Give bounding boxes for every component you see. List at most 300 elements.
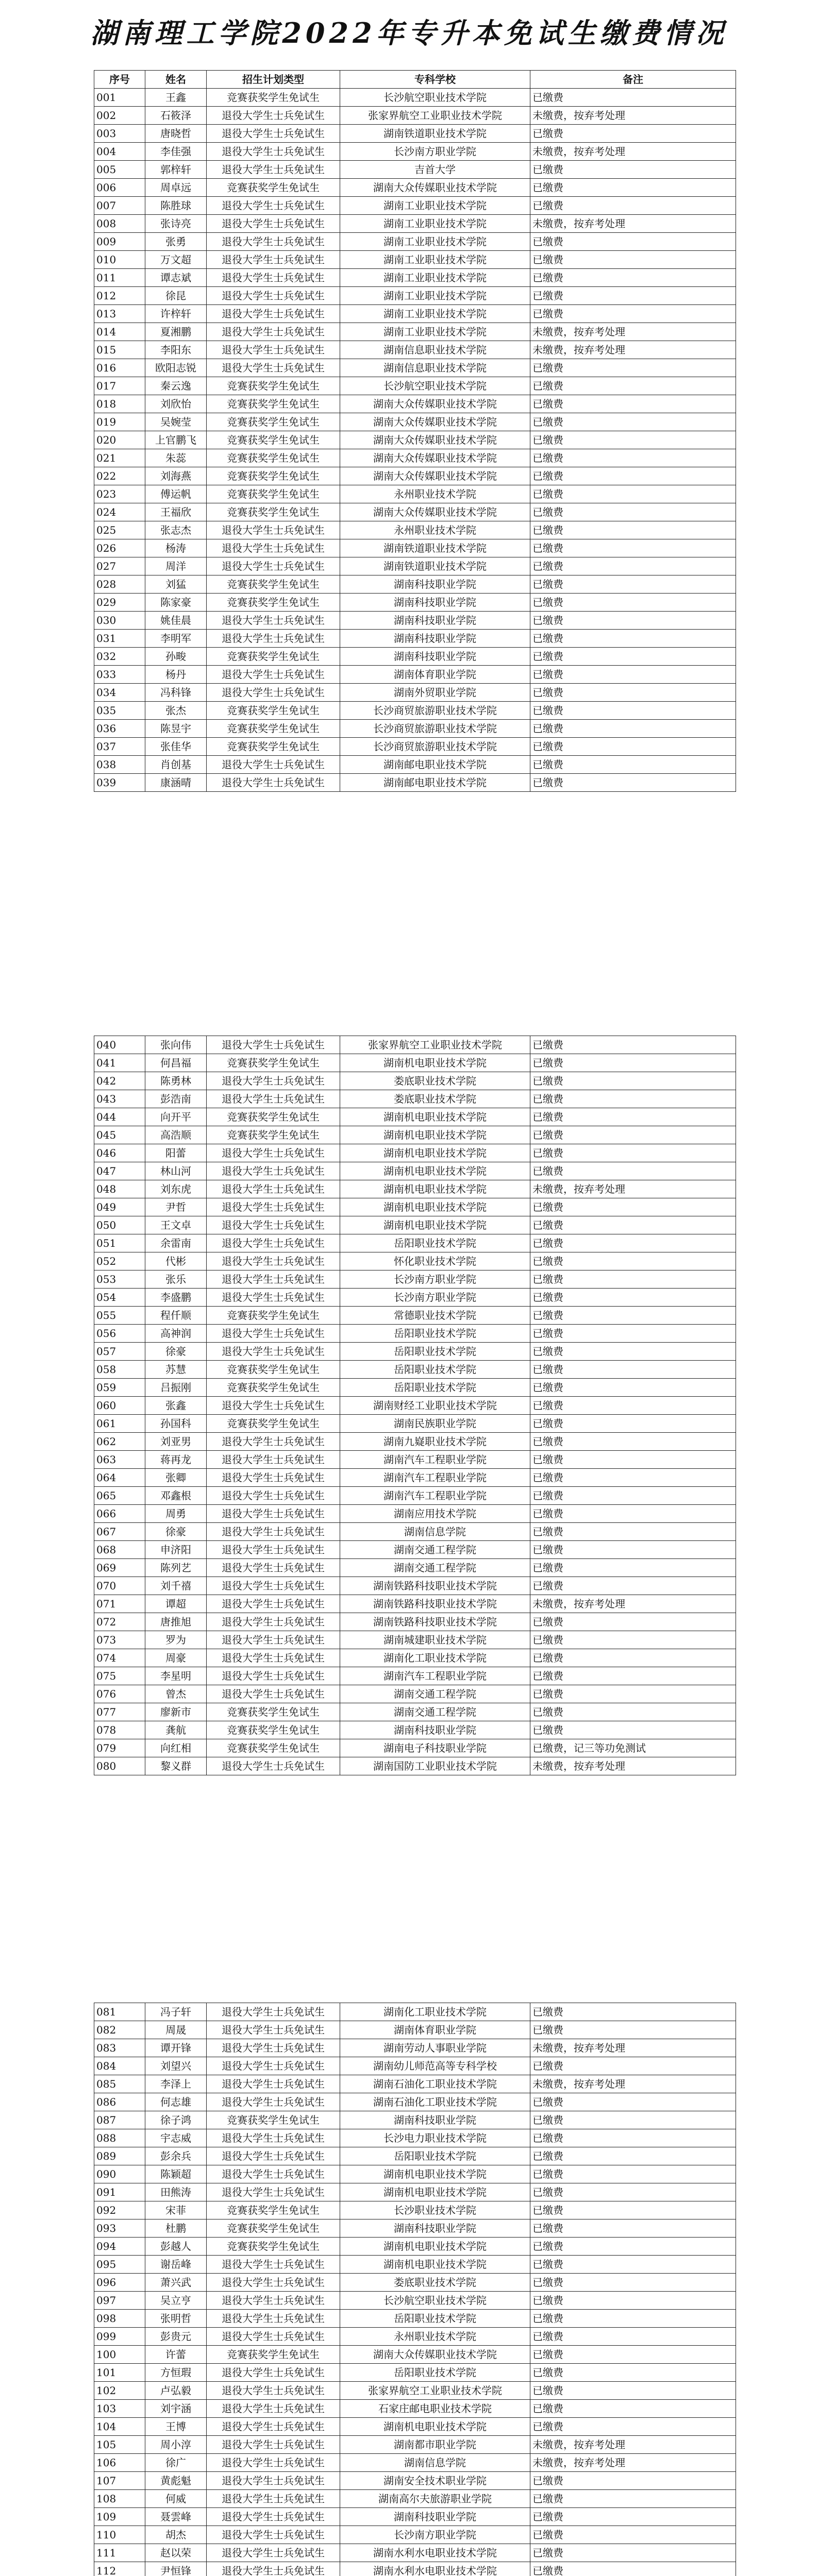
cell-no: 055 xyxy=(94,1307,145,1325)
cell-name: 张勇 xyxy=(145,233,207,251)
cell-plan-type: 退役大学生士兵免试生 xyxy=(207,2003,340,2021)
cell-school: 湖南工业职业技术学院 xyxy=(340,251,530,269)
cell-no: 069 xyxy=(94,1559,145,1577)
cell-no: 032 xyxy=(94,648,145,666)
cell-no: 014 xyxy=(94,323,145,341)
cell-school: 湖南体育职业学院 xyxy=(340,2021,530,2039)
cell-school: 湖南汽车工程职业学院 xyxy=(340,1667,530,1685)
cell-school: 湖南国防工业职业技术学院 xyxy=(340,1757,530,1775)
cell-name: 陈勇林 xyxy=(145,1072,207,1090)
cell-name: 刘东虎 xyxy=(145,1180,207,1198)
cell-remark: 已缴费 xyxy=(530,2490,736,2508)
cell-plan-type: 退役大学生士兵免试生 xyxy=(207,107,340,125)
table-row xyxy=(94,2147,736,2165)
cell-remark: 已缴费 xyxy=(530,395,736,413)
cell-name: 何昌福 xyxy=(145,1054,207,1072)
cell-name: 刘千禧 xyxy=(145,1577,207,1595)
table-row xyxy=(94,666,736,684)
cell-no: 087 xyxy=(94,2111,145,2129)
table-row xyxy=(94,738,736,756)
cell-name: 余雷南 xyxy=(145,1234,207,1252)
cell-name: 尹恒锋 xyxy=(145,2562,207,2576)
cell-remark: 已缴费 xyxy=(530,720,736,738)
cell-no: 098 xyxy=(94,2310,145,2328)
cell-remark: 已缴费 xyxy=(530,1559,736,1577)
cell-remark: 未缴费，按弃考处理 xyxy=(530,341,736,359)
cell-school: 湖南工业职业技术学院 xyxy=(340,233,530,251)
cell-name: 张杰 xyxy=(145,702,207,720)
table-row xyxy=(94,2328,736,2346)
table-row xyxy=(94,2382,736,2400)
table-row xyxy=(94,1721,736,1739)
table-row xyxy=(94,2418,736,2436)
cell-name: 王文卓 xyxy=(145,1216,207,1234)
cell-school: 岳阳职业技术学院 xyxy=(340,2310,530,2328)
cell-remark: 已缴费 xyxy=(530,1325,736,1343)
cell-plan-type: 退役大学生士兵免试生 xyxy=(207,774,340,792)
cell-school: 张家界航空工业职业技术学院 xyxy=(340,1036,530,1054)
cell-plan-type: 退役大学生士兵免试生 xyxy=(207,2454,340,2472)
table-row xyxy=(94,2219,736,2238)
cell-remark: 已缴费 xyxy=(530,2093,736,2111)
table-row xyxy=(94,503,736,521)
table-row xyxy=(94,684,736,702)
cell-no: 021 xyxy=(94,449,145,467)
cell-remark: 已缴费 xyxy=(530,2346,736,2364)
cell-plan-type: 退役大学生士兵免试生 xyxy=(207,1631,340,1649)
cell-name: 徐子鸿 xyxy=(145,2111,207,2129)
cell-no: 004 xyxy=(94,143,145,161)
cell-school: 湖南机电职业技术学院 xyxy=(340,1144,530,1162)
cell-school: 湖南大众传媒职业技术学院 xyxy=(340,467,530,485)
cell-school: 长沙南方职业学院 xyxy=(340,1289,530,1307)
cell-plan-type: 退役大学生士兵免试生 xyxy=(207,2436,340,2454)
cell-school: 湖南应用技术学院 xyxy=(340,1505,530,1523)
cell-plan-type: 退役大学生士兵免试生 xyxy=(207,2310,340,2328)
cell-school: 湖南交通工程学院 xyxy=(340,1703,530,1721)
cell-plan-type: 竞赛获奖学生免试生 xyxy=(207,485,340,503)
cell-school: 湖南机电职业技术学院 xyxy=(340,2183,530,2201)
table-row xyxy=(94,557,736,575)
cell-plan-type: 退役大学生士兵免试生 xyxy=(207,1036,340,1054)
cell-school: 长沙商贸旅游职业技术学院 xyxy=(340,738,530,756)
cell-no: 037 xyxy=(94,738,145,756)
cell-no: 086 xyxy=(94,2093,145,2111)
table-row xyxy=(94,1252,736,1270)
cell-remark: 已缴费 xyxy=(530,2310,736,2328)
cell-plan-type: 退役大学生士兵免试生 xyxy=(207,666,340,684)
cell-plan-type: 退役大学生士兵免试生 xyxy=(207,2292,340,2310)
table-row xyxy=(94,251,736,269)
cell-plan-type: 竞赛获奖学生免试生 xyxy=(207,467,340,485)
table-row xyxy=(94,2544,736,2562)
cell-plan-type: 退役大学生士兵免试生 xyxy=(207,143,340,161)
cell-school: 湖南铁道职业技术学院 xyxy=(340,557,530,575)
cell-remark: 已缴费 xyxy=(530,2183,736,2201)
cell-name: 傅运帆 xyxy=(145,485,207,503)
cell-plan-type: 退役大学生士兵免试生 xyxy=(207,125,340,143)
cell-no: 058 xyxy=(94,1361,145,1379)
cell-plan-type: 竞赛获奖学生免试生 xyxy=(207,179,340,197)
cell-plan-type: 退役大学生士兵免试生 xyxy=(207,2256,340,2274)
cell-no: 059 xyxy=(94,1379,145,1397)
table-row xyxy=(94,612,736,630)
cell-school: 湖南信息学院 xyxy=(340,2454,530,2472)
table-row xyxy=(94,2256,736,2274)
cell-name: 徐昆 xyxy=(145,287,207,305)
cell-plan-type: 退役大学生士兵免试生 xyxy=(207,557,340,575)
table-row xyxy=(94,1703,736,1721)
cell-name: 黄彪魁 xyxy=(145,2472,207,2490)
cell-no: 009 xyxy=(94,233,145,251)
table-row xyxy=(94,485,736,503)
cell-plan-type: 退役大学生士兵免试生 xyxy=(207,2400,340,2418)
cell-name: 孙畯 xyxy=(145,648,207,666)
cell-plan-type: 退役大学生士兵免试生 xyxy=(207,359,340,377)
cell-plan-type: 竞赛获奖学生免试生 xyxy=(207,2346,340,2364)
cell-remark: 已缴费 xyxy=(530,1144,736,1162)
cell-name: 李明军 xyxy=(145,630,207,648)
table-row xyxy=(94,2508,736,2526)
cell-name: 谢岳峰 xyxy=(145,2256,207,2274)
cell-name: 谭超 xyxy=(145,1595,207,1613)
table-row xyxy=(94,2003,736,2021)
cell-remark: 已缴费 xyxy=(530,467,736,485)
table-row xyxy=(94,2310,736,2328)
table-row xyxy=(94,720,736,738)
cell-remark: 已缴费 xyxy=(530,305,736,323)
cell-name: 蒋再龙 xyxy=(145,1451,207,1469)
cell-remark: 已缴费 xyxy=(530,2021,736,2039)
table-row xyxy=(94,2129,736,2147)
cell-plan-type: 退役大学生士兵免试生 xyxy=(207,2382,340,2400)
cell-school: 长沙航空职业技术学院 xyxy=(340,2292,530,2310)
cell-no: 106 xyxy=(94,2454,145,2472)
cell-plan-type: 竞赛获奖学生免试生 xyxy=(207,2219,340,2238)
cell-plan-type: 竞赛获奖学生免试生 xyxy=(207,413,340,431)
table-row xyxy=(94,2526,736,2544)
cell-name: 萧兴武 xyxy=(145,2274,207,2292)
cell-school: 湖南机电职业技术学院 xyxy=(340,1108,530,1126)
cell-remark: 已缴费 xyxy=(530,2472,736,2490)
cell-name: 王福欣 xyxy=(145,503,207,521)
cell-name: 张向伟 xyxy=(145,1036,207,1054)
cell-remark: 已缴费 xyxy=(530,2201,736,2219)
cell-plan-type: 退役大学生士兵免试生 xyxy=(207,612,340,630)
cell-school: 湖南水利水电职业技术学院 xyxy=(340,2562,530,2576)
cell-school: 湖南财经工业职业技术学院 xyxy=(340,1397,530,1415)
cell-no: 108 xyxy=(94,2490,145,2508)
cell-plan-type: 竞赛获奖学生免试生 xyxy=(207,1721,340,1739)
cell-remark: 已缴费 xyxy=(530,89,736,107)
cell-no: 065 xyxy=(94,1487,145,1505)
cell-plan-type: 退役大学生士兵免试生 xyxy=(207,305,340,323)
cell-no: 092 xyxy=(94,2201,145,2219)
cell-name: 杜鹏 xyxy=(145,2219,207,2238)
cell-no: 077 xyxy=(94,1703,145,1721)
table-row xyxy=(94,2238,736,2256)
cell-plan-type: 退役大学生士兵免试生 xyxy=(207,2165,340,2183)
cell-name: 唐推旭 xyxy=(145,1613,207,1631)
column-header: 专科学校 xyxy=(340,71,530,89)
cell-plan-type: 退役大学生士兵免试生 xyxy=(207,251,340,269)
table-row xyxy=(94,2057,736,2075)
cell-remark: 未缴费，按弃考处理 xyxy=(530,323,736,341)
table-row xyxy=(94,1667,736,1685)
cell-no: 054 xyxy=(94,1289,145,1307)
cell-no: 031 xyxy=(94,630,145,648)
cell-remark: 已缴费 xyxy=(530,1541,736,1559)
table-row xyxy=(94,648,736,666)
cell-school: 长沙南方职业学院 xyxy=(340,1270,530,1289)
cell-no: 063 xyxy=(94,1451,145,1469)
cell-school: 湖南机电职业技术学院 xyxy=(340,1054,530,1072)
cell-name: 上官鹏飞 xyxy=(145,431,207,449)
cell-no: 041 xyxy=(94,1054,145,1072)
cell-name: 吴婉莹 xyxy=(145,413,207,431)
document-title: 湖南理工学院2022年专升本免试生缴费情况 xyxy=(90,16,728,49)
cell-school: 岳阳职业技术学院 xyxy=(340,1343,530,1361)
table-row xyxy=(94,1162,736,1180)
cell-remark: 已缴费 xyxy=(530,612,736,630)
cell-plan-type: 退役大学生士兵免试生 xyxy=(207,2508,340,2526)
cell-school: 湖南大众传媒职业技术学院 xyxy=(340,179,530,197)
cell-name: 苏慧 xyxy=(145,1361,207,1379)
cell-remark: 已缴费 xyxy=(530,2292,736,2310)
cell-school: 永州职业技术学院 xyxy=(340,485,530,503)
cell-name: 杨涛 xyxy=(145,539,207,557)
cell-school: 湖南机电职业技术学院 xyxy=(340,1216,530,1234)
cell-school: 湖南汽车工程职业学院 xyxy=(340,1451,530,1469)
table-row xyxy=(94,2436,736,2454)
cell-name: 李星明 xyxy=(145,1667,207,1685)
cell-plan-type: 退役大学生士兵免试生 xyxy=(207,1451,340,1469)
cell-plan-type: 退役大学生士兵免试生 xyxy=(207,1252,340,1270)
cell-no: 083 xyxy=(94,2039,145,2057)
cell-school: 湖南铁路科技职业技术学院 xyxy=(340,1613,530,1631)
cell-plan-type: 退役大学生士兵免试生 xyxy=(207,2490,340,2508)
cell-no: 061 xyxy=(94,1415,145,1433)
table-row xyxy=(94,1649,736,1667)
cell-plan-type: 退役大学生士兵免试生 xyxy=(207,1234,340,1252)
cell-school: 湖南科技职业学院 xyxy=(340,594,530,612)
cell-remark: 已缴费 xyxy=(530,738,736,756)
cell-remark: 已缴费 xyxy=(530,684,736,702)
cell-no: 026 xyxy=(94,539,145,557)
table-row xyxy=(94,467,736,485)
cell-school: 湖南信息学院 xyxy=(340,1523,530,1541)
table-row xyxy=(94,1216,736,1234)
cell-school: 湖南劳动人事职业学院 xyxy=(340,2039,530,2057)
cell-plan-type: 退役大学生士兵免试生 xyxy=(207,2183,340,2201)
cell-name: 张明哲 xyxy=(145,2310,207,2328)
cell-no: 049 xyxy=(94,1198,145,1216)
cell-no: 104 xyxy=(94,2418,145,2436)
cell-no: 039 xyxy=(94,774,145,792)
cell-plan-type: 退役大学生士兵免试生 xyxy=(207,1649,340,1667)
cell-plan-type: 退役大学生士兵免试生 xyxy=(207,1487,340,1505)
table-row xyxy=(94,2454,736,2472)
cell-no: 093 xyxy=(94,2219,145,2238)
cell-no: 080 xyxy=(94,1757,145,1775)
cell-school: 湖南机电职业技术学院 xyxy=(340,1162,530,1180)
cell-name: 许梓轩 xyxy=(145,305,207,323)
cell-remark: 已缴费 xyxy=(530,485,736,503)
cell-name: 彭余兵 xyxy=(145,2147,207,2165)
table-row xyxy=(94,1505,736,1523)
cell-remark: 已缴费 xyxy=(530,287,736,305)
table-row xyxy=(94,1289,736,1307)
cell-plan-type: 竞赛获奖学生免试生 xyxy=(207,738,340,756)
table-row xyxy=(94,2093,736,2111)
table-row xyxy=(94,2039,736,2057)
cell-name: 黎义群 xyxy=(145,1757,207,1775)
cell-no: 024 xyxy=(94,503,145,521)
table-row xyxy=(94,1198,736,1216)
table-row xyxy=(94,1487,736,1505)
cell-school: 娄底职业技术学院 xyxy=(340,2274,530,2292)
cell-school: 湖南工业职业技术学院 xyxy=(340,197,530,215)
cell-school: 湖南铁道职业技术学院 xyxy=(340,125,530,143)
cell-name: 陈列艺 xyxy=(145,1559,207,1577)
cell-no: 011 xyxy=(94,269,145,287)
table-row xyxy=(94,341,736,359)
cell-plan-type: 竞赛获奖学生免试生 xyxy=(207,702,340,720)
cell-plan-type: 退役大学生士兵免试生 xyxy=(207,161,340,179)
table-row xyxy=(94,1415,736,1433)
cell-school: 湖南科技职业学院 xyxy=(340,2111,530,2129)
cell-plan-type: 退役大学生士兵免试生 xyxy=(207,2021,340,2039)
cell-school: 湖南安全技术职业学院 xyxy=(340,2472,530,2490)
cell-remark: 已缴费 xyxy=(530,1252,736,1270)
cell-school: 湖南机电职业技术学院 xyxy=(340,1180,530,1198)
cell-remark: 已缴费 xyxy=(530,449,736,467)
cell-remark: 已缴费 xyxy=(530,1379,736,1397)
cell-school: 湖南工业职业技术学院 xyxy=(340,323,530,341)
cell-plan-type: 退役大学生士兵免试生 xyxy=(207,197,340,215)
table-row xyxy=(94,1613,736,1631)
cell-name: 刘宇涵 xyxy=(145,2400,207,2418)
cell-school: 湖南工业职业技术学院 xyxy=(340,215,530,233)
cell-name: 刘欣怡 xyxy=(145,395,207,413)
table-row xyxy=(94,1234,736,1252)
cell-name: 程仟顺 xyxy=(145,1307,207,1325)
table-row xyxy=(94,2183,736,2201)
cell-school: 湖南体育职业学院 xyxy=(340,666,530,684)
cell-no: 029 xyxy=(94,594,145,612)
cell-school: 湖南铁路科技职业技术学院 xyxy=(340,1595,530,1613)
cell-no: 048 xyxy=(94,1180,145,1198)
cell-name: 康涵晴 xyxy=(145,774,207,792)
cell-name: 肖创基 xyxy=(145,756,207,774)
cell-plan-type: 退役大学生士兵免试生 xyxy=(207,539,340,557)
cell-plan-type: 竞赛获奖学生免试生 xyxy=(207,1108,340,1126)
cell-no: 052 xyxy=(94,1252,145,1270)
cell-remark: 已缴费 xyxy=(530,1631,736,1649)
cell-plan-type: 退役大学生士兵免试生 xyxy=(207,1198,340,1216)
cell-remark: 已缴费 xyxy=(530,1054,736,1072)
cell-school: 湖南都市职业学院 xyxy=(340,2436,530,2454)
cell-name: 万文超 xyxy=(145,251,207,269)
cell-plan-type: 退役大学生士兵免试生 xyxy=(207,2526,340,2544)
cell-remark: 已缴费 xyxy=(530,2238,736,2256)
cell-remark: 已缴费 xyxy=(530,1505,736,1523)
cell-no: 019 xyxy=(94,413,145,431)
table-row xyxy=(94,1126,736,1144)
cell-no: 018 xyxy=(94,395,145,413)
cell-no: 008 xyxy=(94,215,145,233)
cell-school: 湖南汽车工程职业学院 xyxy=(340,1469,530,1487)
cell-plan-type: 竞赛获奖学生免试生 xyxy=(207,503,340,521)
cell-school: 长沙电力职业技术学院 xyxy=(340,2129,530,2147)
cell-no: 066 xyxy=(94,1505,145,1523)
table-row xyxy=(94,359,736,377)
cell-school: 湖南机电职业技术学院 xyxy=(340,2256,530,2274)
cell-plan-type: 退役大学生士兵免试生 xyxy=(207,521,340,539)
cell-name: 张卿 xyxy=(145,1469,207,1487)
cell-name: 尹哲 xyxy=(145,1198,207,1216)
cell-remark: 已缴费 xyxy=(530,2274,736,2292)
cell-no: 016 xyxy=(94,359,145,377)
cell-remark: 已缴费 xyxy=(530,1162,736,1180)
cell-remark: 已缴费 xyxy=(530,179,736,197)
table-row xyxy=(94,107,736,125)
cell-plan-type: 竞赛获奖学生免试生 xyxy=(207,648,340,666)
cell-plan-type: 退役大学生士兵免试生 xyxy=(207,2544,340,2562)
cell-remark: 未缴费，按弃考处理 xyxy=(530,2454,736,2472)
cell-no: 074 xyxy=(94,1649,145,1667)
table-row xyxy=(94,1144,736,1162)
cell-no: 073 xyxy=(94,1631,145,1649)
cell-name: 孙国科 xyxy=(145,1415,207,1433)
cell-name: 卢弘毅 xyxy=(145,2382,207,2400)
cell-name: 张乐 xyxy=(145,1270,207,1289)
cell-no: 025 xyxy=(94,521,145,539)
cell-school: 常德职业技术学院 xyxy=(340,1307,530,1325)
cell-plan-type: 退役大学生士兵免试生 xyxy=(207,1072,340,1090)
cell-no: 046 xyxy=(94,1144,145,1162)
table-row xyxy=(94,1739,736,1757)
cell-school: 岳阳职业技术学院 xyxy=(340,1361,530,1379)
cell-no: 072 xyxy=(94,1613,145,1631)
cell-school: 岳阳职业技术学院 xyxy=(340,2364,530,2382)
cell-no: 064 xyxy=(94,1469,145,1487)
table-row xyxy=(94,233,736,251)
cell-plan-type: 退役大学生士兵免试生 xyxy=(207,756,340,774)
cell-no: 006 xyxy=(94,179,145,197)
cell-name: 刘海燕 xyxy=(145,467,207,485)
table-row xyxy=(94,1541,736,1559)
cell-name: 刘亚男 xyxy=(145,1433,207,1451)
cell-name: 李泽上 xyxy=(145,2075,207,2093)
cell-school: 湖南大众传媒职业技术学院 xyxy=(340,395,530,413)
cell-remark: 已缴费 xyxy=(530,161,736,179)
cell-school: 岳阳职业技术学院 xyxy=(340,1325,530,1343)
table-row xyxy=(94,1523,736,1541)
cell-school: 湖南科技职业学院 xyxy=(340,2219,530,2238)
cell-no: 105 xyxy=(94,2436,145,2454)
table-row xyxy=(94,1343,736,1361)
cell-school: 湖南信息职业技术学院 xyxy=(340,341,530,359)
cell-no: 111 xyxy=(94,2544,145,2562)
cell-no: 097 xyxy=(94,2292,145,2310)
cell-school: 湖南科技职业学院 xyxy=(340,630,530,648)
cell-no: 103 xyxy=(94,2400,145,2418)
cell-name: 曾杰 xyxy=(145,1685,207,1703)
cell-name: 周小淳 xyxy=(145,2436,207,2454)
table-row xyxy=(94,539,736,557)
cell-remark: 已缴费 xyxy=(530,1270,736,1289)
